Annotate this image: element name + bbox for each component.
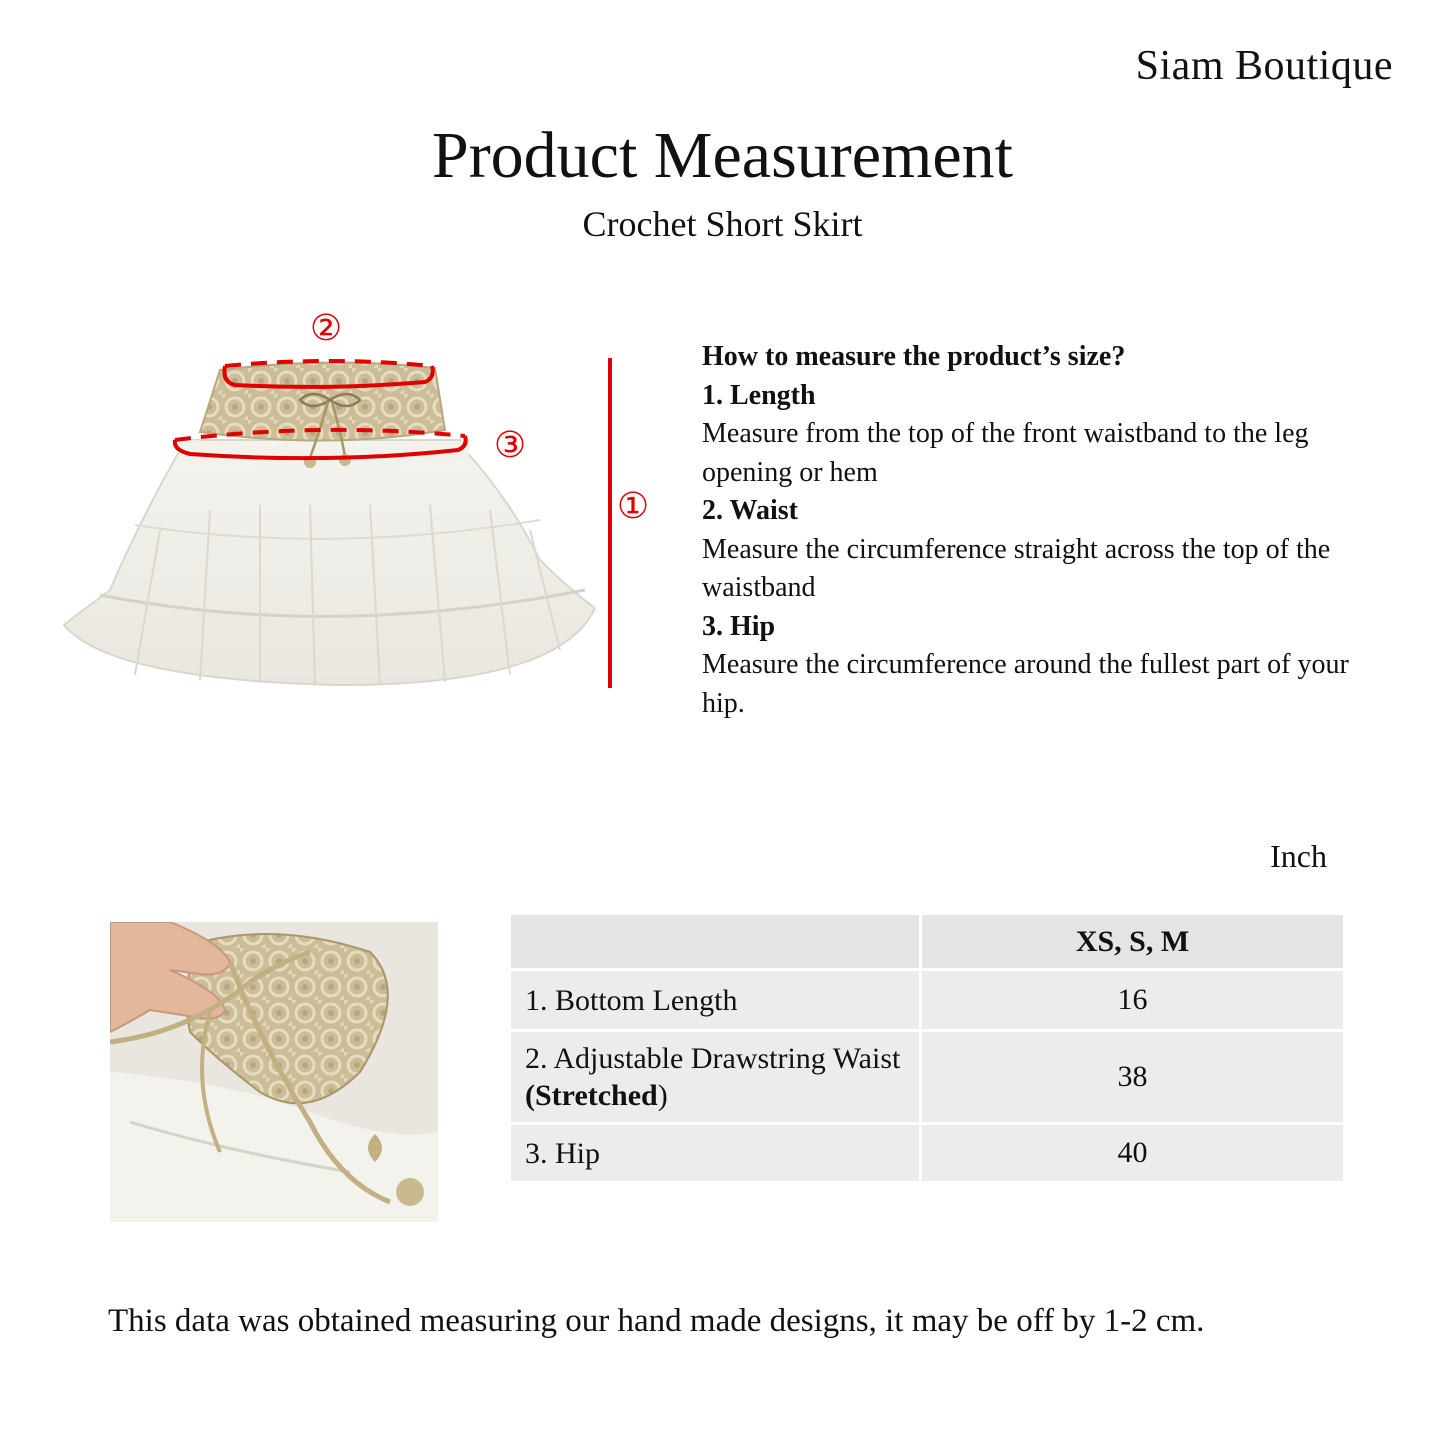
row-value: 38 (921, 1031, 1345, 1124)
header-size-cell: XS, S, M (921, 914, 1345, 970)
size-table (508, 912, 1346, 1184)
unit-label: Inch (1270, 838, 1327, 874)
row-label-main: 2. Adjustable Drawstring Waist (525, 1042, 901, 1075)
footer-disclaimer: This data was obtained measuring our hand made designs, it may be off by 1-2 cm. (108, 1303, 1205, 1339)
row-label (510, 1031, 921, 1124)
product-subtitle: Crochet Short Skirt (582, 204, 863, 244)
instruction-title-length: 1. Length (702, 379, 816, 411)
instruction-text-waist: Measure the circumference straight across the top of the waistband (702, 533, 1331, 603)
header-label-cell (510, 914, 921, 970)
row-value: 40 (921, 1124, 1345, 1183)
page-title: Product Measurement (431, 119, 1013, 192)
row-label: 1. Bottom Length (510, 970, 921, 1031)
brand-name: Siam Boutique (1135, 43, 1393, 89)
measuring-instructions (702, 338, 1392, 723)
table-row (510, 970, 1345, 1031)
skirt-illustration (64, 362, 595, 685)
marker-3: ③ (493, 425, 527, 466)
row-value: 16 (921, 970, 1345, 1031)
instructions-heading: How to measure the product’s size? (702, 341, 1126, 372)
table-header-row (510, 914, 1345, 970)
drawstring-detail-photo (110, 922, 438, 1222)
marker-1: ① (616, 486, 650, 527)
instruction-text-hip: Measure the circumference around the fullest part of your hip. (702, 649, 1349, 719)
row-label-bold: (Stretched (525, 1079, 658, 1112)
table-row (510, 1124, 1345, 1183)
instruction-title-hip: 3. Hip (702, 610, 776, 642)
instruction-title-waist: 2. Waist (702, 495, 798, 526)
instruction-text-length: Measure from the top of the front waistband to the leg opening or hem (702, 418, 1309, 488)
row-label-end: ) (657, 1079, 668, 1112)
row-label: 3. Hip (510, 1124, 921, 1183)
marker-2: ② (309, 308, 343, 349)
table-row (510, 1031, 1345, 1124)
skirt-measurement-diagram (40, 290, 680, 710)
